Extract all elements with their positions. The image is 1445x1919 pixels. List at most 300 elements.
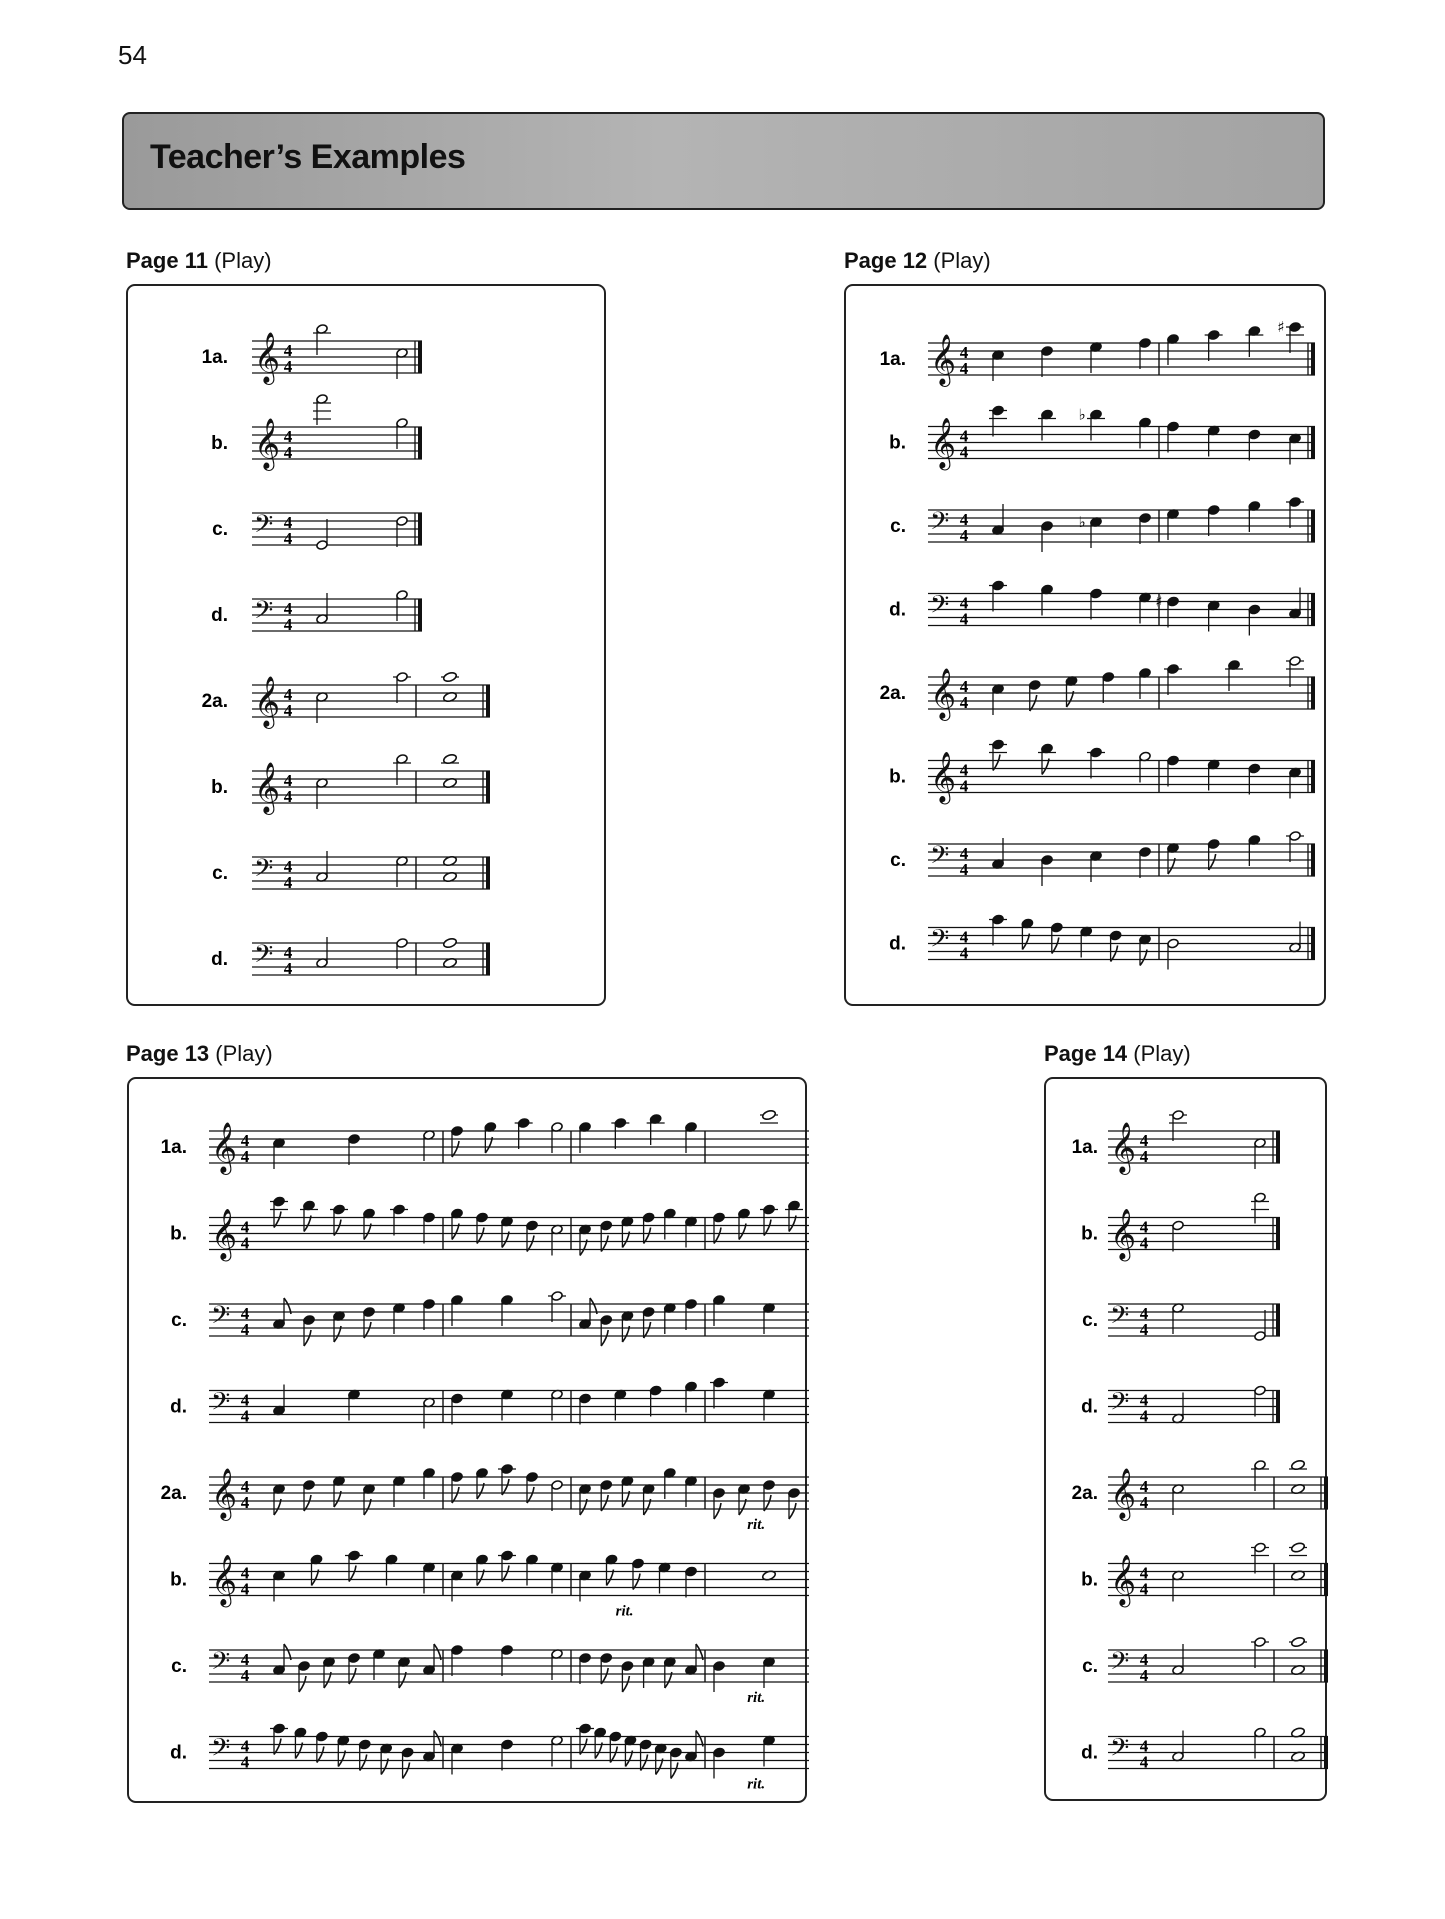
- note-head: [273, 1723, 285, 1734]
- time-signature-digit: 4: [959, 526, 969, 545]
- music-staves: [129, 1079, 809, 1805]
- section-page-label: Page 14: [1044, 1041, 1128, 1066]
- bass-clef-icon: 𝄢: [254, 510, 274, 545]
- note-head: [1172, 1220, 1184, 1231]
- note-head: [609, 1731, 621, 1742]
- exercise-row: [889, 739, 1315, 804]
- treble-clef-icon: 𝄞: [1110, 1468, 1137, 1519]
- time-signature-digit: 4: [283, 701, 293, 720]
- note-head: [303, 1480, 315, 1491]
- time-signature-digit: 4: [240, 1233, 250, 1253]
- exercise-label: b.: [170, 1569, 187, 1591]
- bass-clef-icon: 𝄢: [254, 596, 274, 631]
- time-signature-digit: 4: [1139, 1233, 1149, 1253]
- bass-clef-icon: 𝄢: [1110, 1647, 1130, 1682]
- exercise-row: [889, 580, 1315, 635]
- note-head: [1051, 922, 1063, 933]
- note-head: [298, 1661, 310, 1672]
- note-head: [476, 1212, 488, 1223]
- note-head: [451, 1472, 463, 1483]
- exercise-label: d.: [889, 933, 906, 955]
- note-head: [600, 1220, 612, 1231]
- section-page-label: Page 12: [844, 248, 928, 273]
- time-signature-digit: 4: [240, 1736, 250, 1756]
- exercise-label: d.: [170, 1396, 187, 1418]
- note-head: [763, 1480, 775, 1491]
- section-heading-page-14: [1044, 1041, 1191, 1067]
- time-signature-digit: 4: [959, 677, 969, 696]
- note-head: [1167, 938, 1179, 949]
- exercise-label: 1a.: [160, 1137, 187, 1158]
- exercise-row: [161, 1109, 809, 1175]
- note-head: [713, 1488, 725, 1499]
- note-head: [649, 1385, 661, 1396]
- exercise-row: [889, 405, 1315, 470]
- note-head: [992, 914, 1004, 925]
- time-signature-digit: 4: [240, 1217, 250, 1237]
- eighth-flag: [304, 1330, 311, 1346]
- note-head: [551, 1291, 563, 1302]
- note-head: [1248, 429, 1260, 440]
- exercise-row: [161, 1464, 809, 1533]
- section-heading-page-13: [126, 1041, 273, 1067]
- note-head: [1289, 497, 1301, 508]
- note-head: [501, 1645, 513, 1656]
- treble-clef-icon: 𝄞: [254, 676, 281, 727]
- bass-clef-icon: 𝄢: [1110, 1301, 1130, 1336]
- ritardando-mark: rit.: [747, 1517, 766, 1533]
- exercise-label: c.: [212, 519, 228, 540]
- eighth-flag: [671, 1763, 678, 1779]
- note-head: [713, 1377, 725, 1388]
- note-head: [1254, 1331, 1266, 1342]
- exercise-row: [890, 831, 1315, 886]
- note-head: [1041, 521, 1053, 532]
- bass-clef-icon: 𝄢: [254, 940, 274, 975]
- time-signature-digit: 4: [1139, 1147, 1149, 1166]
- note-head: [1291, 1636, 1306, 1648]
- flat-icon: ♭: [1078, 513, 1086, 531]
- exercise-row: [880, 656, 1315, 721]
- music-staves: [128, 286, 608, 1008]
- time-signature-digit: 4: [959, 343, 969, 362]
- note-head: [443, 937, 458, 949]
- exercise-label: c.: [890, 850, 906, 871]
- section-page-label: Page 11: [126, 248, 208, 273]
- exercise-row: [170, 1723, 809, 1792]
- exercise-label: 2a.: [1071, 1483, 1098, 1504]
- note-head: [396, 938, 408, 949]
- exercise-row: [880, 318, 1315, 387]
- exercise-row: [211, 937, 490, 978]
- exercise-row: [171, 1291, 809, 1346]
- exercise-panel-page-12: [844, 284, 1326, 1006]
- treble-clef-icon: 𝄞: [930, 417, 957, 469]
- exercise-row: [1082, 1301, 1280, 1341]
- note-head: [396, 672, 408, 683]
- note-head: [1289, 322, 1301, 333]
- note-head: [600, 1315, 612, 1326]
- note-head: [639, 1739, 651, 1750]
- ritardando-mark: rit.: [747, 1690, 766, 1706]
- time-signature-digit: 4: [959, 776, 969, 796]
- time-signature-digit: 4: [1139, 1304, 1149, 1323]
- note-head: [501, 1464, 513, 1475]
- note-head: [992, 739, 1004, 750]
- time-signature-digit: 4: [1139, 1666, 1149, 1685]
- treble-clef-icon: 𝄞: [254, 418, 281, 469]
- bass-clef-icon: 𝄢: [930, 590, 950, 626]
- exercise-row: [170, 1377, 809, 1428]
- exercise-label: d.: [1081, 1742, 1098, 1764]
- note-head: [763, 1204, 775, 1215]
- exercise-panel-page-14: [1044, 1077, 1327, 1801]
- treble-clef-icon: 𝄞: [211, 1554, 238, 1606]
- exercise-label: b.: [889, 766, 906, 788]
- treble-clef-icon: 𝄞: [930, 668, 957, 719]
- note-head: [1090, 588, 1102, 599]
- time-signature-digit: 4: [240, 1390, 250, 1410]
- time-signature-digit: 4: [283, 513, 293, 532]
- bass-clef-icon: 𝄢: [930, 507, 950, 542]
- time-signature-digit: 4: [240, 1666, 250, 1685]
- time-signature-digit: 4: [283, 341, 293, 360]
- time-signature-digit: 4: [240, 1320, 250, 1339]
- bass-clef-icon: 𝄢: [211, 1733, 231, 1769]
- note-head: [396, 516, 408, 527]
- eighth-flag: [403, 1763, 410, 1779]
- note-head: [1248, 763, 1260, 774]
- time-signature-digit: 4: [283, 943, 293, 962]
- note-head: [1139, 847, 1151, 858]
- time-signature-digit: 4: [283, 787, 293, 806]
- time-signature-digit: 4: [959, 943, 969, 963]
- exercise-label: b.: [170, 1223, 187, 1245]
- bass-clef-icon: 𝄢: [1110, 1733, 1130, 1769]
- exercise-row: [1072, 1459, 1328, 1521]
- note-head: [992, 580, 1004, 591]
- note-head: [1167, 421, 1179, 432]
- note-head: [992, 405, 1004, 416]
- note-head: [1167, 664, 1179, 675]
- note-head: [348, 1653, 360, 1664]
- note-head: [642, 1212, 654, 1223]
- time-signature-digit: 4: [959, 426, 969, 446]
- time-signature-digit: 4: [283, 771, 293, 790]
- note-head: [632, 1558, 644, 1569]
- ritardando-mark: rit.: [747, 1776, 766, 1793]
- treble-clef-icon: 𝄞: [211, 1122, 238, 1173]
- time-signature-digit: 4: [240, 1147, 250, 1166]
- music-staves: [1046, 1079, 1329, 1803]
- note-head: [642, 1307, 654, 1318]
- note-head: [685, 1299, 697, 1310]
- note-head: [1289, 656, 1301, 667]
- exercise-panel-page-11: [126, 284, 606, 1006]
- exercise-row: [1081, 1385, 1280, 1425]
- note-head: [333, 1204, 345, 1215]
- exercise-row: [1081, 1727, 1328, 1772]
- bass-clef-icon: 𝄢: [211, 1387, 231, 1423]
- eighth-flag: [714, 1503, 721, 1519]
- time-signature-digit: 4: [240, 1304, 250, 1323]
- note-head: [551, 1480, 563, 1491]
- note-head: [501, 1550, 513, 1561]
- section-mode-label: (Play): [1133, 1041, 1191, 1066]
- exercise-label: d.: [170, 1742, 187, 1764]
- note-head: [1207, 330, 1219, 341]
- exercise-label: 1a.: [201, 347, 228, 368]
- exercise-label: 1a.: [879, 349, 906, 370]
- note-head: [1102, 672, 1114, 683]
- music-staves: [846, 286, 1328, 1008]
- exercise-label: c.: [1082, 1656, 1098, 1677]
- note-head: [363, 1307, 375, 1318]
- treble-clef-icon: 𝄞: [1110, 1122, 1137, 1173]
- time-signature-digit: 4: [240, 1752, 250, 1772]
- exercise-label: b.: [211, 777, 228, 798]
- exercise-row: [171, 1644, 809, 1706]
- eighth-flag: [299, 1676, 306, 1692]
- note-head: [359, 1739, 371, 1750]
- exercise-row: [211, 394, 422, 471]
- note-head: [600, 1653, 612, 1664]
- time-signature-digit: 4: [283, 873, 293, 892]
- note-head: [1248, 604, 1260, 615]
- time-signature-digit: 4: [1139, 1493, 1149, 1512]
- time-signature-digit: 4: [240, 1493, 250, 1512]
- exercise-row: [212, 851, 490, 892]
- time-signature-digit: 4: [1139, 1406, 1149, 1426]
- exercise-label: c.: [212, 863, 228, 884]
- eighth-flag: [622, 1676, 629, 1692]
- note-head: [788, 1488, 800, 1499]
- note-head: [517, 1118, 529, 1129]
- time-signature-digit: 4: [283, 857, 293, 876]
- note-head: [685, 1566, 697, 1577]
- note-head: [579, 1393, 591, 1404]
- sharp-icon: ♯: [1277, 318, 1285, 336]
- bass-clef-icon: 𝄢: [1110, 1387, 1130, 1423]
- time-signature-digit: 4: [959, 510, 969, 529]
- exercise-row: [170, 1550, 809, 1619]
- section-mode-label: (Play): [933, 248, 991, 273]
- exercise-row: [202, 671, 490, 729]
- time-signature-digit: 4: [1139, 1320, 1149, 1339]
- note-head: [621, 1661, 633, 1672]
- exercise-row: [890, 497, 1315, 552]
- note-head: [579, 1723, 591, 1734]
- exercise-label: b.: [1081, 1569, 1098, 1591]
- exercise-label: d.: [211, 605, 228, 626]
- time-signature-digit: 4: [1139, 1736, 1149, 1756]
- section-mode-label: (Play): [215, 1041, 273, 1066]
- exercise-row: [170, 1196, 809, 1261]
- exercise-row: [1082, 1636, 1328, 1685]
- time-signature-digit: 4: [283, 599, 293, 618]
- exercise-label: d.: [1081, 1396, 1098, 1418]
- time-signature-digit: 4: [1139, 1131, 1149, 1150]
- exercise-label: 2a.: [160, 1483, 187, 1504]
- time-signature-digit: 4: [959, 442, 969, 462]
- note-head: [1041, 855, 1053, 866]
- exercise-label: c.: [1082, 1310, 1098, 1331]
- note-head: [526, 1472, 538, 1483]
- section-page-label: Page 13: [126, 1041, 210, 1066]
- exercise-row: [211, 590, 422, 634]
- time-signature-digit: 4: [283, 357, 293, 376]
- time-signature-digit: 4: [1139, 1563, 1149, 1583]
- time-signature-digit: 4: [1139, 1579, 1149, 1599]
- exercise-row: [1081, 1192, 1280, 1261]
- time-signature-digit: 4: [1139, 1217, 1149, 1237]
- time-signature-digit: 4: [959, 760, 969, 780]
- note-head: [1167, 755, 1179, 766]
- note-head: [670, 1747, 682, 1758]
- note-head: [423, 1212, 435, 1223]
- note-head: [614, 1118, 626, 1129]
- note-head: [713, 1747, 725, 1758]
- sharp-icon: ♯: [1155, 592, 1163, 611]
- treble-clef-icon: 𝄞: [930, 751, 957, 803]
- section-heading-page-12: [844, 248, 991, 274]
- note-head: [451, 1645, 463, 1656]
- exercise-row: [1081, 1542, 1328, 1608]
- exercise-label: c.: [171, 1656, 187, 1677]
- time-signature-digit: 4: [959, 927, 969, 947]
- section-heading-page-11: [126, 248, 272, 274]
- note-head: [1289, 831, 1301, 842]
- time-signature-digit: 4: [959, 844, 969, 863]
- time-signature-digit: 4: [283, 685, 293, 704]
- page-number: 54: [118, 40, 147, 70]
- note-head: [526, 1220, 538, 1231]
- exercise-label: b.: [889, 432, 906, 454]
- treble-clef-icon: 𝄞: [930, 334, 957, 385]
- note-head: [1291, 1542, 1306, 1554]
- exercise-label: d.: [211, 949, 228, 970]
- exercise-label: d.: [889, 599, 906, 621]
- time-signature-digit: 4: [1139, 1477, 1149, 1496]
- time-signature-digit: 4: [240, 1650, 250, 1669]
- note-head: [451, 1126, 463, 1137]
- exercise-row: [889, 914, 1315, 969]
- note-head: [348, 1134, 360, 1145]
- ritardando-mark: rit.: [615, 1603, 634, 1620]
- exercise-row: [1072, 1110, 1280, 1175]
- time-signature-digit: 4: [1139, 1752, 1149, 1772]
- time-signature-digit: 4: [959, 593, 969, 613]
- note-head: [393, 1204, 405, 1215]
- treble-clef-icon: 𝄞: [1110, 1554, 1137, 1606]
- time-signature-digit: 4: [283, 959, 293, 978]
- time-signature-digit: 4: [959, 860, 969, 879]
- time-signature-digit: 4: [959, 693, 969, 712]
- treble-clef-icon: 𝄞: [254, 332, 281, 383]
- note-head: [273, 1196, 285, 1207]
- bass-clef-icon: 𝄢: [211, 1301, 231, 1336]
- time-signature-digit: 4: [240, 1477, 250, 1496]
- note-head: [1090, 747, 1102, 758]
- exercise-label: 1a.: [1071, 1137, 1098, 1158]
- page-title: Teacher’s Examples: [150, 138, 466, 176]
- exercise-label: b.: [211, 433, 228, 454]
- note-head: [713, 1212, 725, 1223]
- note-head: [1041, 346, 1053, 357]
- eighth-flag: [789, 1503, 796, 1519]
- exercise-panel-page-13: [127, 1077, 807, 1803]
- note-head: [401, 1747, 413, 1758]
- note-head: [713, 1661, 725, 1672]
- note-head: [501, 1739, 513, 1750]
- note-head: [1029, 680, 1041, 691]
- note-head: [1254, 1542, 1266, 1553]
- treble-clef-icon: 𝄞: [1110, 1208, 1137, 1260]
- note-head: [1254, 1637, 1266, 1648]
- note-head: [303, 1315, 315, 1326]
- note-head: [579, 1653, 591, 1664]
- note-head: [423, 1299, 435, 1310]
- time-signature-digit: 4: [1139, 1390, 1149, 1410]
- note-head: [1254, 1385, 1266, 1396]
- time-signature-digit: 4: [283, 615, 293, 634]
- time-signature-digit: 4: [240, 1579, 250, 1599]
- note-head: [1139, 338, 1151, 349]
- exercise-label: 2a.: [201, 691, 228, 712]
- time-signature-digit: 4: [283, 443, 293, 462]
- exercise-label: c.: [890, 516, 906, 537]
- eighth-flag: [601, 1330, 608, 1346]
- flat-icon: ♭: [1078, 405, 1086, 424]
- treble-clef-icon: 𝄞: [211, 1468, 238, 1519]
- note-head: [600, 1480, 612, 1491]
- time-signature-digit: 4: [1139, 1650, 1149, 1669]
- bass-clef-icon: 𝄢: [211, 1647, 231, 1682]
- time-signature-digit: 4: [283, 427, 293, 446]
- note-head: [316, 540, 328, 551]
- note-head: [762, 1109, 777, 1121]
- section-mode-label: (Play): [214, 248, 272, 273]
- note-head: [443, 671, 458, 683]
- note-head: [451, 1393, 463, 1404]
- note-head: [1207, 505, 1219, 516]
- time-signature-digit: 4: [240, 1563, 250, 1583]
- note-head: [1167, 596, 1179, 607]
- note-head: [1109, 930, 1121, 941]
- bass-clef-icon: 𝄢: [254, 854, 274, 889]
- treble-clef-icon: 𝄞: [211, 1208, 238, 1260]
- exercise-row: [202, 324, 422, 385]
- exercise-row: [212, 510, 422, 550]
- note-head: [316, 1731, 328, 1742]
- exercise-label: b.: [1081, 1223, 1098, 1245]
- time-signature-digit: 4: [240, 1406, 250, 1426]
- bass-clef-icon: 𝄢: [930, 924, 950, 960]
- treble-clef-icon: 𝄞: [254, 762, 281, 813]
- exercise-label: 2a.: [879, 683, 906, 704]
- note-head: [1139, 513, 1151, 524]
- note-head: [348, 1550, 360, 1561]
- time-signature-digit: 4: [959, 359, 969, 378]
- note-head: [1207, 839, 1219, 850]
- exercise-label: c.: [171, 1310, 187, 1331]
- time-signature-digit: 4: [240, 1131, 250, 1150]
- time-signature-digit: 4: [959, 609, 969, 629]
- note-head: [1172, 1110, 1184, 1121]
- time-signature-digit: 4: [283, 529, 293, 548]
- exercise-row: [211, 753, 490, 815]
- bass-clef-icon: 𝄢: [930, 841, 950, 876]
